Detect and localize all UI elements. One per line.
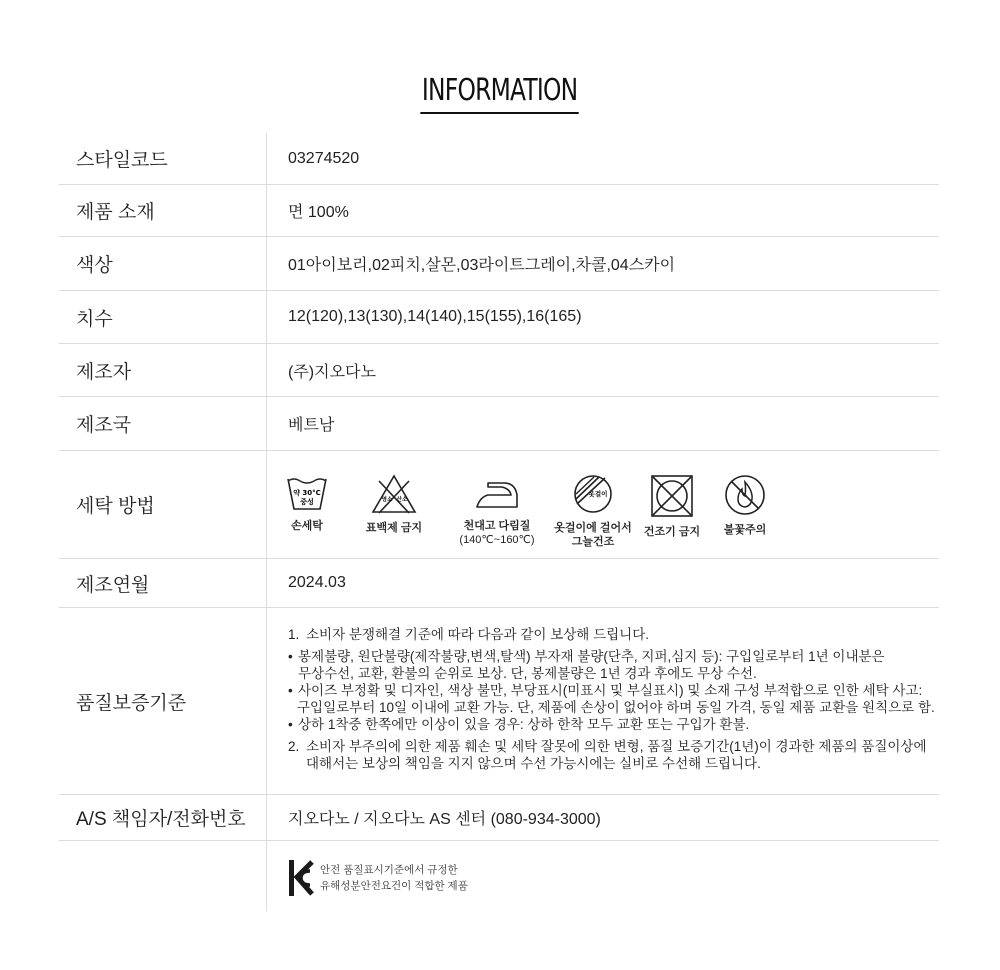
- quality-bullet: [288, 648, 939, 682]
- care-no-flame: [715, 473, 775, 537]
- row-value: 지오다노 / 지오다노 AS 센터 (080-934-3000): [288, 811, 601, 828]
- item-text: 소비자 분쟁해결 기준에 따라 다음과 같이 보상해 드립니다.: [306, 627, 649, 642]
- flame-warning-icon: [723, 473, 767, 517]
- row-date: [59, 559, 939, 608]
- bullet: •: [288, 683, 293, 698]
- quality-item: [288, 738, 939, 772]
- care-sublabel: 그늘건조: [571, 536, 615, 548]
- item-text: 소비자 부주의에 의한 제품 훼손 및 세탁 잘못에 의한 변형, 품질 보증기간(1년)이 경과한 제품의 품질이상에: [306, 739, 927, 754]
- quality-text: [267, 608, 939, 794]
- icon-text: 약 30°C: [293, 489, 321, 497]
- row-kc: [59, 841, 939, 911]
- row-label: 제조연월: [76, 574, 150, 596]
- info-table: [59, 133, 939, 911]
- bullet: •: [288, 649, 293, 664]
- care-hand-wash: [286, 473, 328, 533]
- icon-text: 산소: [396, 497, 408, 503]
- hand-wash-icon: [286, 473, 328, 513]
- iron-icon: [474, 473, 520, 513]
- bullet-text: 사이즈 부정확 및 디자인, 색상 불만, 부당표시(미표시 및 부실표시) 및 소재 구성 부적합으로 인한 세탁 사고:: [298, 683, 923, 698]
- row-label: A/S 책임자/전화번호: [76, 809, 246, 830]
- kc-certification-icon: [288, 859, 314, 897]
- item-number: 2.: [288, 739, 300, 754]
- row-value: 03274520: [288, 149, 360, 167]
- page-title: INFORMATION: [421, 72, 580, 114]
- kc-mark: [267, 841, 939, 911]
- row-value: 01아이보리,02피치,살몬,03라이트그레이,차콜,04스카이: [288, 257, 676, 274]
- bullet-text: 무상수선, 교환, 환불의 순위로 보상. 단, 봉제불량은 1년 경과 후에도 무상 수선.: [298, 666, 757, 681]
- care-sublabel: (140℃~160℃): [459, 534, 535, 546]
- care-hang-dry: [551, 473, 635, 549]
- title-wrap: [0, 72, 1000, 114]
- row-value: (주)지오다노: [288, 363, 376, 381]
- item-number: 1.: [288, 627, 300, 642]
- row-as: [59, 795, 939, 841]
- row-quality: [59, 608, 939, 795]
- care-iron: [457, 473, 537, 547]
- row-label: 제품 소재: [76, 202, 155, 223]
- row-material: [59, 185, 939, 237]
- bullet: •: [288, 717, 293, 732]
- row-country: [59, 397, 939, 451]
- hang-dry-shade-icon: [572, 473, 614, 515]
- row-label: 세탁 방법: [76, 496, 155, 517]
- icon-text: 중성: [300, 498, 314, 506]
- row-label: 품질보증기준: [76, 692, 187, 714]
- quality-bullet: [288, 716, 939, 733]
- row-value: 12(120),13(130),14(140),15(155),16(165): [288, 308, 582, 325]
- row-value: 2024.03: [288, 574, 346, 591]
- care-icons: [267, 451, 939, 558]
- care-label: 표백제 금지: [365, 522, 423, 534]
- row-color: [59, 237, 939, 291]
- row-value: 베트남: [288, 417, 335, 434]
- row-label: 치수: [76, 308, 113, 330]
- care-label: 옷걸이에 걸어서: [554, 522, 632, 534]
- bullet-text: 상하 1착중 한쪽에만 이상이 있을 경우: 상하 한착 모두 교환 또는 구입가 환불.: [298, 717, 750, 732]
- quality-item: [288, 626, 939, 643]
- care-label: 불꽃주의: [723, 524, 767, 536]
- row-maker: [59, 344, 939, 397]
- care-label: 천대고 다림질: [463, 520, 531, 532]
- care-label: 건조기 금지: [643, 526, 701, 538]
- care-label: 손세탁: [291, 520, 323, 532]
- quality-bullet: [288, 682, 939, 716]
- care-no-tumble: [641, 473, 703, 539]
- kc-line: 유해성분안전요건이 적합한 제품: [320, 880, 468, 892]
- row-washing: [59, 451, 939, 559]
- no-bleach-icon: [371, 473, 417, 515]
- bullet-text: 구입일로부터 10일 이내에 교환 가능. 단, 제품에 손상이 없어야 하며 동일 가격, 동일 제품 교환을 원칙으로 함.: [297, 700, 935, 715]
- row-label-empty: [59, 841, 267, 911]
- row-label: 제조자: [76, 361, 132, 383]
- row-size: [59, 291, 939, 344]
- care-no-bleach: [359, 473, 429, 535]
- icon-text: 옷걸이: [588, 490, 608, 498]
- row-style-code: [59, 133, 939, 185]
- row-label: 제조국: [76, 415, 132, 436]
- icon-text: 염소: [381, 497, 393, 503]
- bullet-text: 봉제불량, 원단불량(제작불량,변색,탈색) 부자재 불량(단추, 지퍼,심지 등): 구입일로부터 1년 이내분은: [298, 649, 885, 664]
- kc-text: [320, 862, 468, 894]
- no-tumble-dry-icon: [649, 473, 695, 519]
- row-value: 면 100%: [288, 204, 349, 221]
- row-label: 스타일코드: [76, 150, 168, 171]
- item-text: 대해서는 보상의 책임을 지지 않으며 수선 가능시에는 실비로 수선해 드립니다.: [306, 756, 761, 771]
- row-label: 색상: [76, 255, 113, 276]
- kc-line: 안전 품질표시기준에서 규정한: [320, 864, 458, 876]
